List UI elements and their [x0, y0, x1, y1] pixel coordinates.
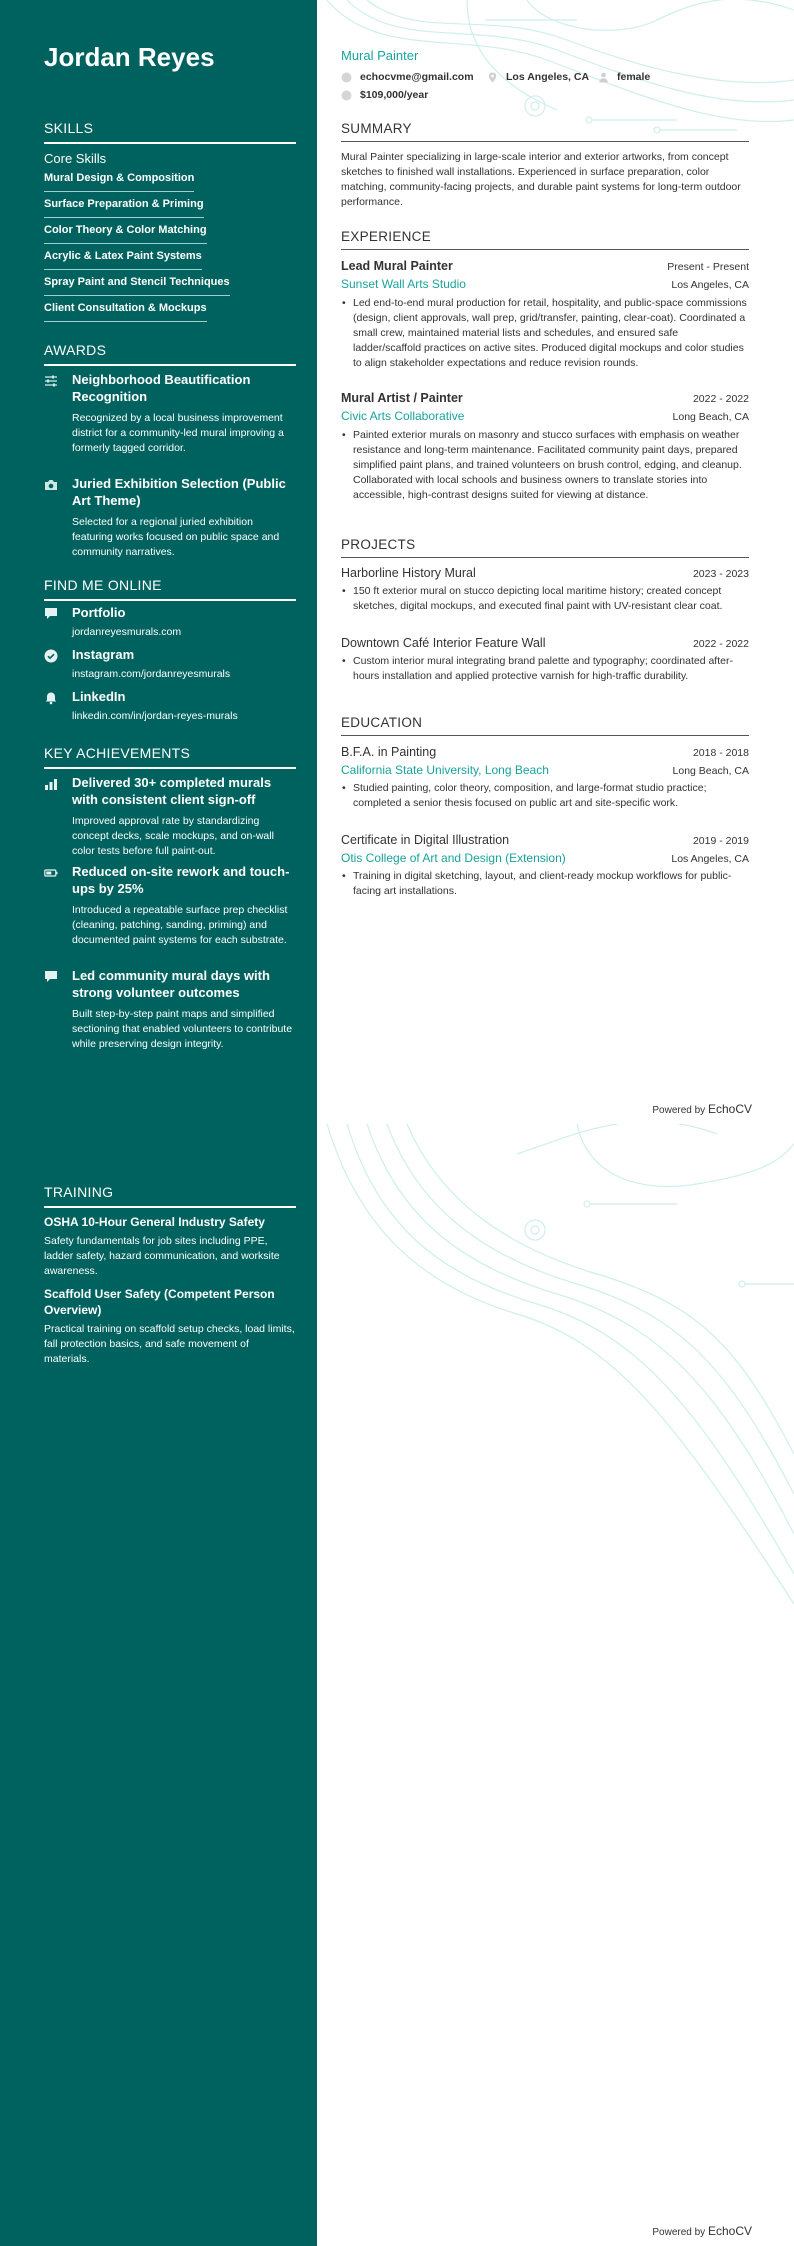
speech-bubble-icon: [44, 970, 60, 986]
award-desc: Selected for a regional juried exhibition featuring works focused on public space and community narratives.: [72, 516, 280, 558]
training-title: OSHA 10-Hour General Industry Safety: [44, 1215, 265, 1229]
education-header: [341, 745, 749, 759]
powered-by-text: Powered by: [652, 1105, 706, 1116]
project-name: Harborline History Mural: [341, 566, 476, 580]
experience-location: Long Beach, CA: [672, 411, 749, 423]
education-school-row: [341, 851, 749, 865]
award-item: [44, 371, 296, 456]
location-text: Los Angeles, CA: [506, 71, 590, 83]
award-title: Juried Exhibition Selection (Public Art Theme): [72, 476, 286, 508]
projects-heading: PROJECTS: [341, 537, 749, 558]
achievement-item: [44, 863, 296, 948]
email-icon: [341, 72, 352, 83]
project-bullet: • 150 ft exterior mural on stucco depicting local maritime history; created concept sketches, digital mockups, and executed final paint with UV-resistant clear coat.: [341, 584, 749, 614]
skill-item: Mural Design & Composition: [44, 172, 194, 192]
achievements-heading: KEY ACHIEVEMENTS: [44, 745, 296, 769]
experience-location: Los Angeles, CA: [671, 279, 749, 291]
project-header: [341, 636, 749, 650]
online-url[interactable]: jordanreyesmurals.com: [72, 626, 182, 638]
sidebar: [0, 0, 317, 2246]
contact-salary: [341, 89, 428, 101]
award-item: [44, 475, 296, 560]
project-dates: 2022 - 2022: [692, 638, 749, 650]
skill-item: Client Consultation & Mockups: [44, 302, 207, 322]
contact-gender: [598, 71, 650, 83]
experience-bullet: • Painted exterior murals on masonry and stucco surfaces with emphasis on weather resistance and long-term maintenance. Facilitated community paint days, prepared simplified paint plans, and trained volunteers on brush control, edging, and cleanup. Collaborated with local schools and business owners to translate stories into accessible, high-contrast designs suited for viewing at distance.: [341, 428, 749, 503]
camera-icon: [44, 478, 60, 494]
project-bullet: • Custom interior mural integrating brand palette and typography; coordinated after-hours installation and applied protective varnish for high-traffic durability.: [341, 654, 749, 684]
education-degree: Certificate in Digital Illustration: [341, 833, 510, 847]
education-heading: EDUCATION: [341, 715, 749, 736]
project-header: [341, 566, 749, 580]
education-bullet: • Training in digital sketching, layout, and client-ready mockup workflows for public-facing art installations.: [341, 869, 749, 899]
experience-dates: 2022 - 2022: [692, 393, 749, 405]
achievement-desc: Built step-by-step paint maps and simplified sectioning that enabled volunteers to contribute while preserving design integrity.: [72, 1008, 293, 1050]
award-title: Neighborhood Beautification Recognition: [72, 372, 251, 404]
bell-icon: [44, 691, 58, 710]
training-title: Scaffold User Safety (Competent Person Overview): [44, 1287, 275, 1317]
education-bullet: • Studied painting, color theory, composition, and large-format studio practice; completed a senior thesis focused on public art and site-specific work.: [341, 781, 749, 811]
experience-header: [341, 259, 749, 273]
experience-bullet: • Led end-to-end mural production for retail, hospitality, and public-space commissions (design, client approvals, wall prep, grid/transfer, painting, clear-coat). Coordinated a small crew, maintained material lists and schedules, and ensured safe ladder/scaffold practices on active sites. Produced digital mockups and color studies to align stakeholder expectations and reduce revision rounds.: [341, 296, 749, 371]
education-degree: B.F.A. in Painting: [341, 745, 437, 759]
online-link-instagram[interactable]: [44, 647, 296, 680]
project-dates: 2023 - 2023: [692, 568, 749, 580]
education-location: Long Beach, CA: [672, 765, 749, 777]
experience-role: Lead Mural Painter: [341, 259, 453, 273]
bar-chart-icon: [44, 777, 60, 793]
education-school-row: [341, 763, 749, 777]
achievement-title: Led community mural days with strong volunteer outcomes: [72, 968, 270, 1000]
main-content: [317, 0, 794, 2246]
online-link-portfolio[interactable]: [44, 605, 296, 638]
project-name: Downtown Café Interior Feature Wall: [341, 636, 546, 650]
online-label: Instagram: [72, 647, 135, 662]
experience-org-row: [341, 409, 749, 423]
experience-org: Civic Arts Collaborative: [341, 409, 465, 423]
battery-icon: [44, 866, 60, 882]
online-link-linkedin[interactable]: [44, 689, 296, 722]
gender-text: female: [617, 71, 651, 83]
powered-by-footer[interactable]: [652, 2224, 752, 2238]
brand-logo[interactable]: EchoCV: [707, 1102, 752, 1116]
education-location: Los Angeles, CA: [671, 853, 749, 865]
summary-heading: SUMMARY: [341, 121, 749, 142]
powered-by-footer[interactable]: [652, 1102, 752, 1116]
training-heading: TRAINING: [44, 1184, 296, 1208]
education-header: [341, 833, 749, 847]
achievement-item: [44, 967, 296, 1052]
salary-text: $109,000/year: [360, 89, 429, 101]
speech-bubble-icon: [44, 607, 58, 626]
experience-role: Mural Artist / Painter: [341, 391, 463, 405]
brand-logo[interactable]: EchoCV: [707, 2224, 752, 2238]
sliders-icon: [44, 374, 60, 390]
experience-org: Sunset Wall Arts Studio: [341, 277, 466, 291]
salary-icon: [341, 90, 352, 101]
core-skills-title: Core Skills: [44, 151, 107, 166]
experience-heading: EXPERIENCE: [341, 229, 749, 250]
check-circle-icon: [44, 649, 58, 668]
skill-item: Surface Preparation & Priming: [44, 198, 204, 218]
skill-item: Color Theory & Color Matching: [44, 224, 207, 244]
decorative-lines: [317, 1124, 794, 1604]
experience-header: [341, 391, 749, 405]
education-school: Otis College of Art and Design (Extension): [341, 851, 566, 865]
achievement-title: Reduced on-site rework and touch-ups by 25%: [72, 864, 290, 896]
education-dates: 2019 - 2019: [692, 835, 749, 847]
summary-text: Mural Painter specializing in large-scale interior and exterior artworks, from concept sketches to finished wall installations. Experienced in surface preparation, color matching, community-facing projects, and durable paint systems for long-term outdoor performance.: [341, 151, 741, 208]
online-label: Portfolio: [72, 605, 126, 620]
education-dates: 2018 - 2018: [692, 747, 749, 759]
online-url[interactable]: instagram.com/jordanreyesmurals: [72, 668, 231, 680]
training-desc: Safety fundamentals for job sites including PPE, ladder safety, hazard communication, and worksite awareness.: [44, 1235, 280, 1277]
achievement-item: [44, 774, 296, 859]
skill-item: Spray Paint and Stencil Techniques: [44, 276, 230, 296]
achievement-title: Delivered 30+ completed murals with consistent client sign-off: [72, 775, 272, 807]
skills-heading: SKILLS: [44, 120, 296, 144]
experience-org-row: [341, 277, 749, 291]
achievement-desc: Improved approval rate by standardizing concept decks, scale mockups, and on-wall color tests before full paint-out.: [72, 815, 274, 857]
skill-item: Acrylic & Latex Paint Systems: [44, 250, 202, 270]
job-title: Mural Painter: [341, 48, 419, 63]
powered-by-text: Powered by: [652, 2227, 706, 2238]
online-label: LinkedIn: [72, 689, 126, 704]
experience-dates: Present - Present: [667, 261, 749, 273]
award-desc: Recognized by a local business improvement district for a community-led mural improving a formerly tagged corridor.: [72, 412, 284, 454]
awards-heading: AWARDS: [44, 342, 296, 366]
email-text[interactable]: echocvme@gmail.com: [360, 71, 474, 83]
online-url[interactable]: linkedin.com/in/jordan-reyes-murals: [72, 710, 238, 722]
location-pin-icon: [487, 72, 498, 83]
person-icon: [598, 72, 609, 83]
contact-email[interactable]: [341, 71, 474, 83]
online-heading: FIND ME ONLINE: [44, 577, 296, 601]
education-school: California State University, Long Beach: [341, 763, 549, 777]
contact-location: [487, 71, 589, 83]
training-desc: Practical training on scaffold setup checks, load limits, fall protection basics, and safe movement of materials.: [44, 1323, 295, 1365]
achievement-desc: Introduced a repeatable surface prep checklist (cleaning, patching, sanding, priming) and documented paint systems for each substrate.: [72, 904, 288, 946]
candidate-name: Jordan Reyes: [44, 42, 215, 72]
